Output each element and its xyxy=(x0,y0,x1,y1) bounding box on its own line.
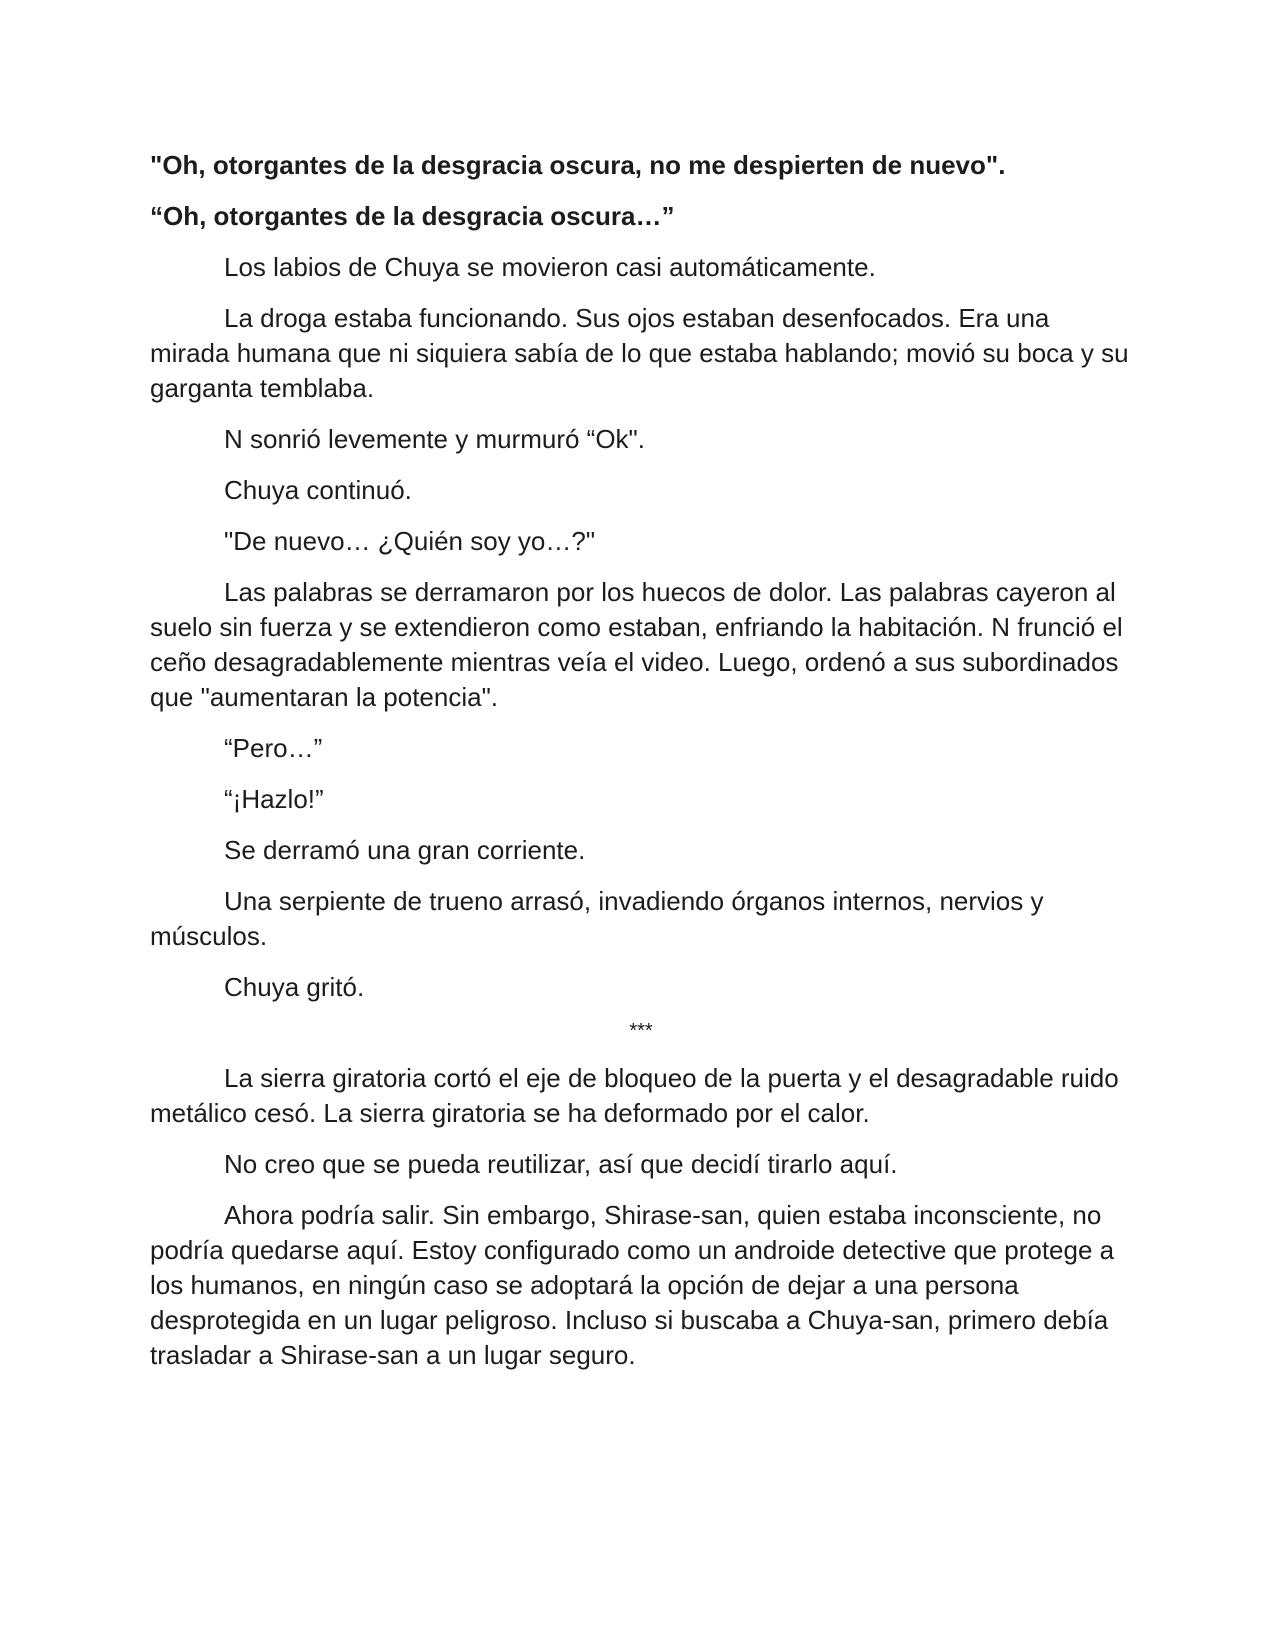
paragraph: “¡Hazlo!” xyxy=(224,784,324,814)
paragraph: Se derramó una gran corriente. xyxy=(224,835,586,865)
paragraph: N sonrió levemente y murmuró “Ok". xyxy=(224,424,646,454)
heading-line-2: “Oh, otorgantes de la desgracia oscura…” xyxy=(150,201,675,231)
paragraph: Los labios de Chuya se movieron casi automáticamente. xyxy=(224,252,876,282)
paragraph: La sierra giratoria cortó el eje de bloqueo de la puerta y el desagradable ruido metálico cesó. La sierra giratoria se ha deformado por el calor. xyxy=(150,1063,1119,1128)
paragraph: Las palabras se derramaron por los huecos de dolor. Las palabras cayeron al suelo sin fuerza y se extendieron como estaban, enfriando la habitación. N frunció el ceño desagradablemente mientras veía el video. Luego, ordenó a sus subordinados que "aumentaran la potencia". xyxy=(150,577,1123,712)
section-separator: *** xyxy=(629,1020,653,1042)
paragraph: Chuya gritó. xyxy=(224,972,365,1002)
document-page xyxy=(150,148,1132,1389)
paragraph: Ahora podría salir. Sin embargo, Shirase-san, quien estaba inconsciente, no podría quedarse aquí. Estoy configurado como un androide detective que protege a los humanos, en ningún caso se adoptará la opción de dejar a una persona desprotegida en un lugar peligroso. Incluso si buscaba a Chuya-san, primero debía trasladar a Shirase-san a un lugar seguro. xyxy=(150,1200,1115,1370)
paragraph: Una serpiente de trueno arrasó, invadiendo órganos internos, nervios y músculos. xyxy=(150,886,1044,951)
paragraph: No creo que se pueda reutilizar, así que decidí tirarlo aquí. xyxy=(224,1149,898,1179)
paragraph: "De nuevo… ¿Quién soy yo…?" xyxy=(224,526,596,556)
paragraph: La droga estaba funcionando. Sus ojos estaban desenfocados. Era una mirada humana que ni siquiera sabía de lo que estaba hablando; movió su boca y su garganta temblaba. xyxy=(150,303,1129,403)
heading-line-1: "Oh, otorgantes de la desgracia oscura, no me despierten de nuevo". xyxy=(150,150,1006,180)
paragraph: Chuya continuó. xyxy=(224,475,412,505)
paragraph: “Pero…” xyxy=(224,733,323,763)
